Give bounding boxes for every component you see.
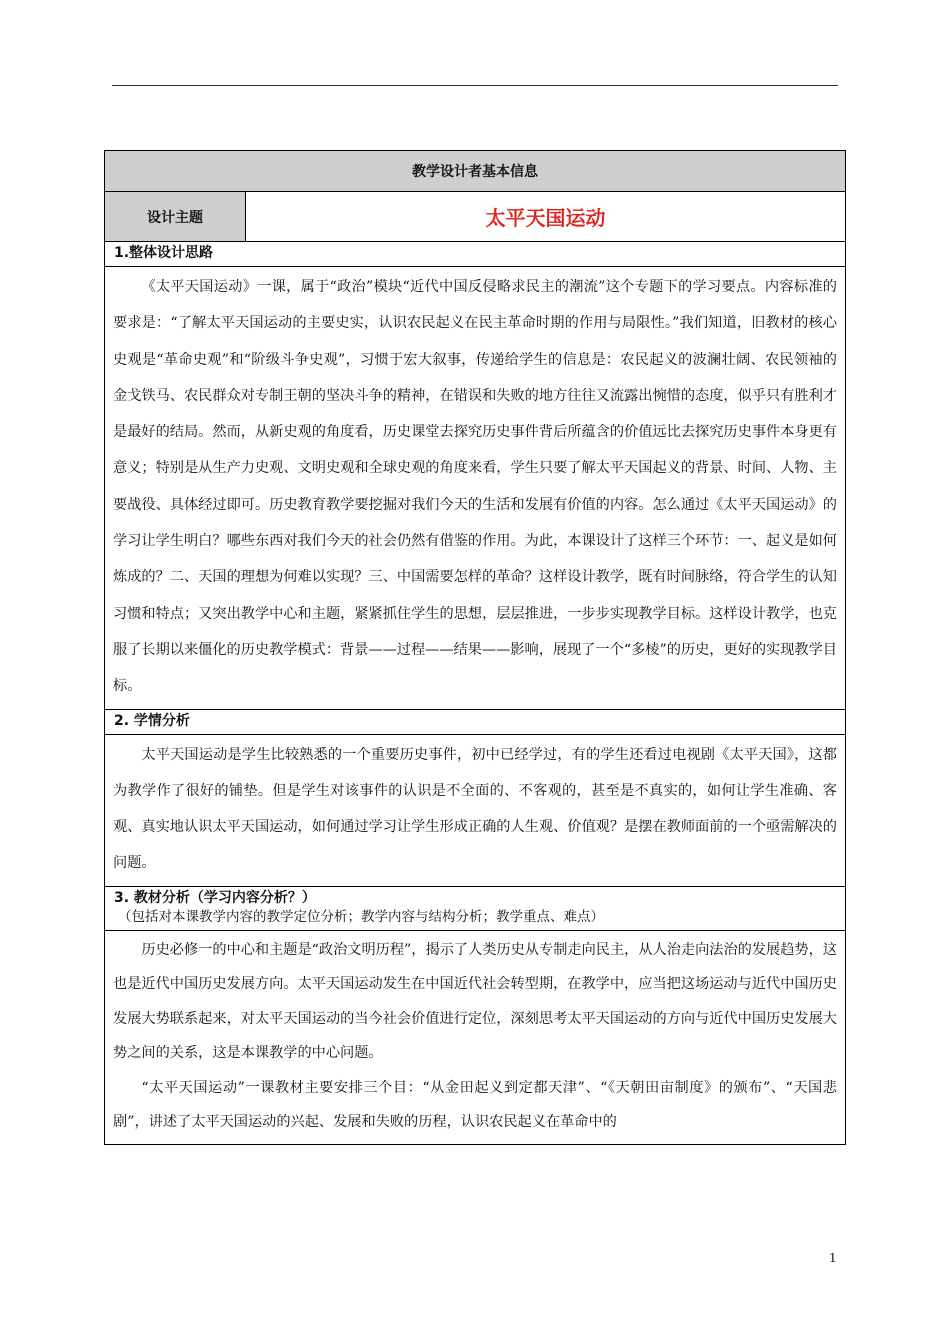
page-number: 1 — [829, 1251, 837, 1265]
topic-value: 太平天国运动 — [485, 206, 606, 230]
section-title-block — [105, 887, 845, 931]
section-title: 1.整体设计思路 — [105, 242, 845, 267]
paragraph: 历史必修一的中心和主题是“政治文明历程”，揭示了人类历史从专制走向民主，从人治走向法治的发展趋势，这也是近代中国历史发展方向。太平天国运动发生在中国近代社会转型期，在教学中，应当把这场运动与近代中国历史发展大势联系起来，对太平天国运动的当今社会价值进行定位，深刻思考太平天国运动的方向与近代中国历史发展大势之间的关系，这是本课教学的中心问题。 — [113, 941, 837, 1062]
section-body — [105, 267, 845, 710]
section-title: 3. 教材分析（学习内容分析？） — [114, 889, 316, 906]
section-title: 2. 学情分析 — [105, 710, 845, 735]
section-subtitle: （包括对本课教学内容的教学定位分析；教学内容与结构分析；教学重点、难点） — [118, 908, 604, 925]
table-header-text: 教学设计者基本信息 — [412, 164, 538, 180]
paragraph: “太平天国运动”一课教材主要安排三个目：“从金田起义到定都天津”、“《天朝田亩制度》的颁布”、“天国悲剧”，讲述了太平天国运动的兴起、发展和失败的历程，认识农民起义在革命中的 — [113, 1079, 837, 1131]
topic-row — [105, 192, 845, 242]
paragraph: 《太平天国运动》一课，属于“政治”模块“近代中国反侵略求民主的潮流”这个专题下的学习要点。内容标准的要求是：“了解太平天国运动的主要史实，认识农民起义在民主革命时期的作用与局限性。”我们知道，旧教材的核心史观是“革命史观”和“阶级斗争史观”，习惯于宏大叙事，传递给学生的信息是：农民起义的波澜壮阔、农民领袖的金戈铁马、农民群众对专制王朝的坚决斗争的精神，在错误和失败的地方往往又流露出惋惜的态度，似乎只有胜利才是最好的结局。然而，从新史观的角度看，历史课堂去探究历史事件背后所蕴含的价值远比去探究历史事件本身更有意义；特别是从生产力史观、文明史观和全球史观的角度来看，学生只要了解太平天国起义的背景、时间、人物、主要战役、具体经过即可。历史教育教学要挖掘对我们今天的生活和发展有价值的内容。怎么通过《太平天国运动》的学习让学生明白？哪些东西对我们今天的社会仍然有借鉴的作用。为此，本课设计了这样三个环节：一、起义是如何炼成的？二、天国的理想为何难以实现？三、中国需要怎样的革命？这样设计教学，既有时间脉络，符合学生的认知习惯和特点；又突出教学中心和主题，紧紧抓住学生的思想，层层推进，一步步实现教学目标。这样设计教学，也克服了长期以来僵化的历史教学模式：背景——过程——结果——影响，展现了一个“多棱”的历史，更好的实现教学目标。 — [113, 279, 837, 695]
info-table — [104, 150, 846, 1145]
topic-label: 设计主题 — [105, 192, 246, 241]
section-body — [105, 931, 845, 1144]
header-rule — [112, 85, 838, 86]
section-body — [105, 735, 845, 887]
table-header — [105, 151, 845, 192]
paragraph: 太平天国运动是学生比较熟悉的一个重要历史事件，初中已经学过，有的学生还看过电视剧《太平天国》，这都为教学作了很好的铺垫。但是学生对该事件的认识是不全面的、不客观的，甚至是不真实的，如何让学生准确、客观、真实地认识太平天国运动，如何通过学习让学生形成正确的人生观、价值观？是摆在教师面前的一个亟需解决的问题。 — [113, 746, 837, 872]
